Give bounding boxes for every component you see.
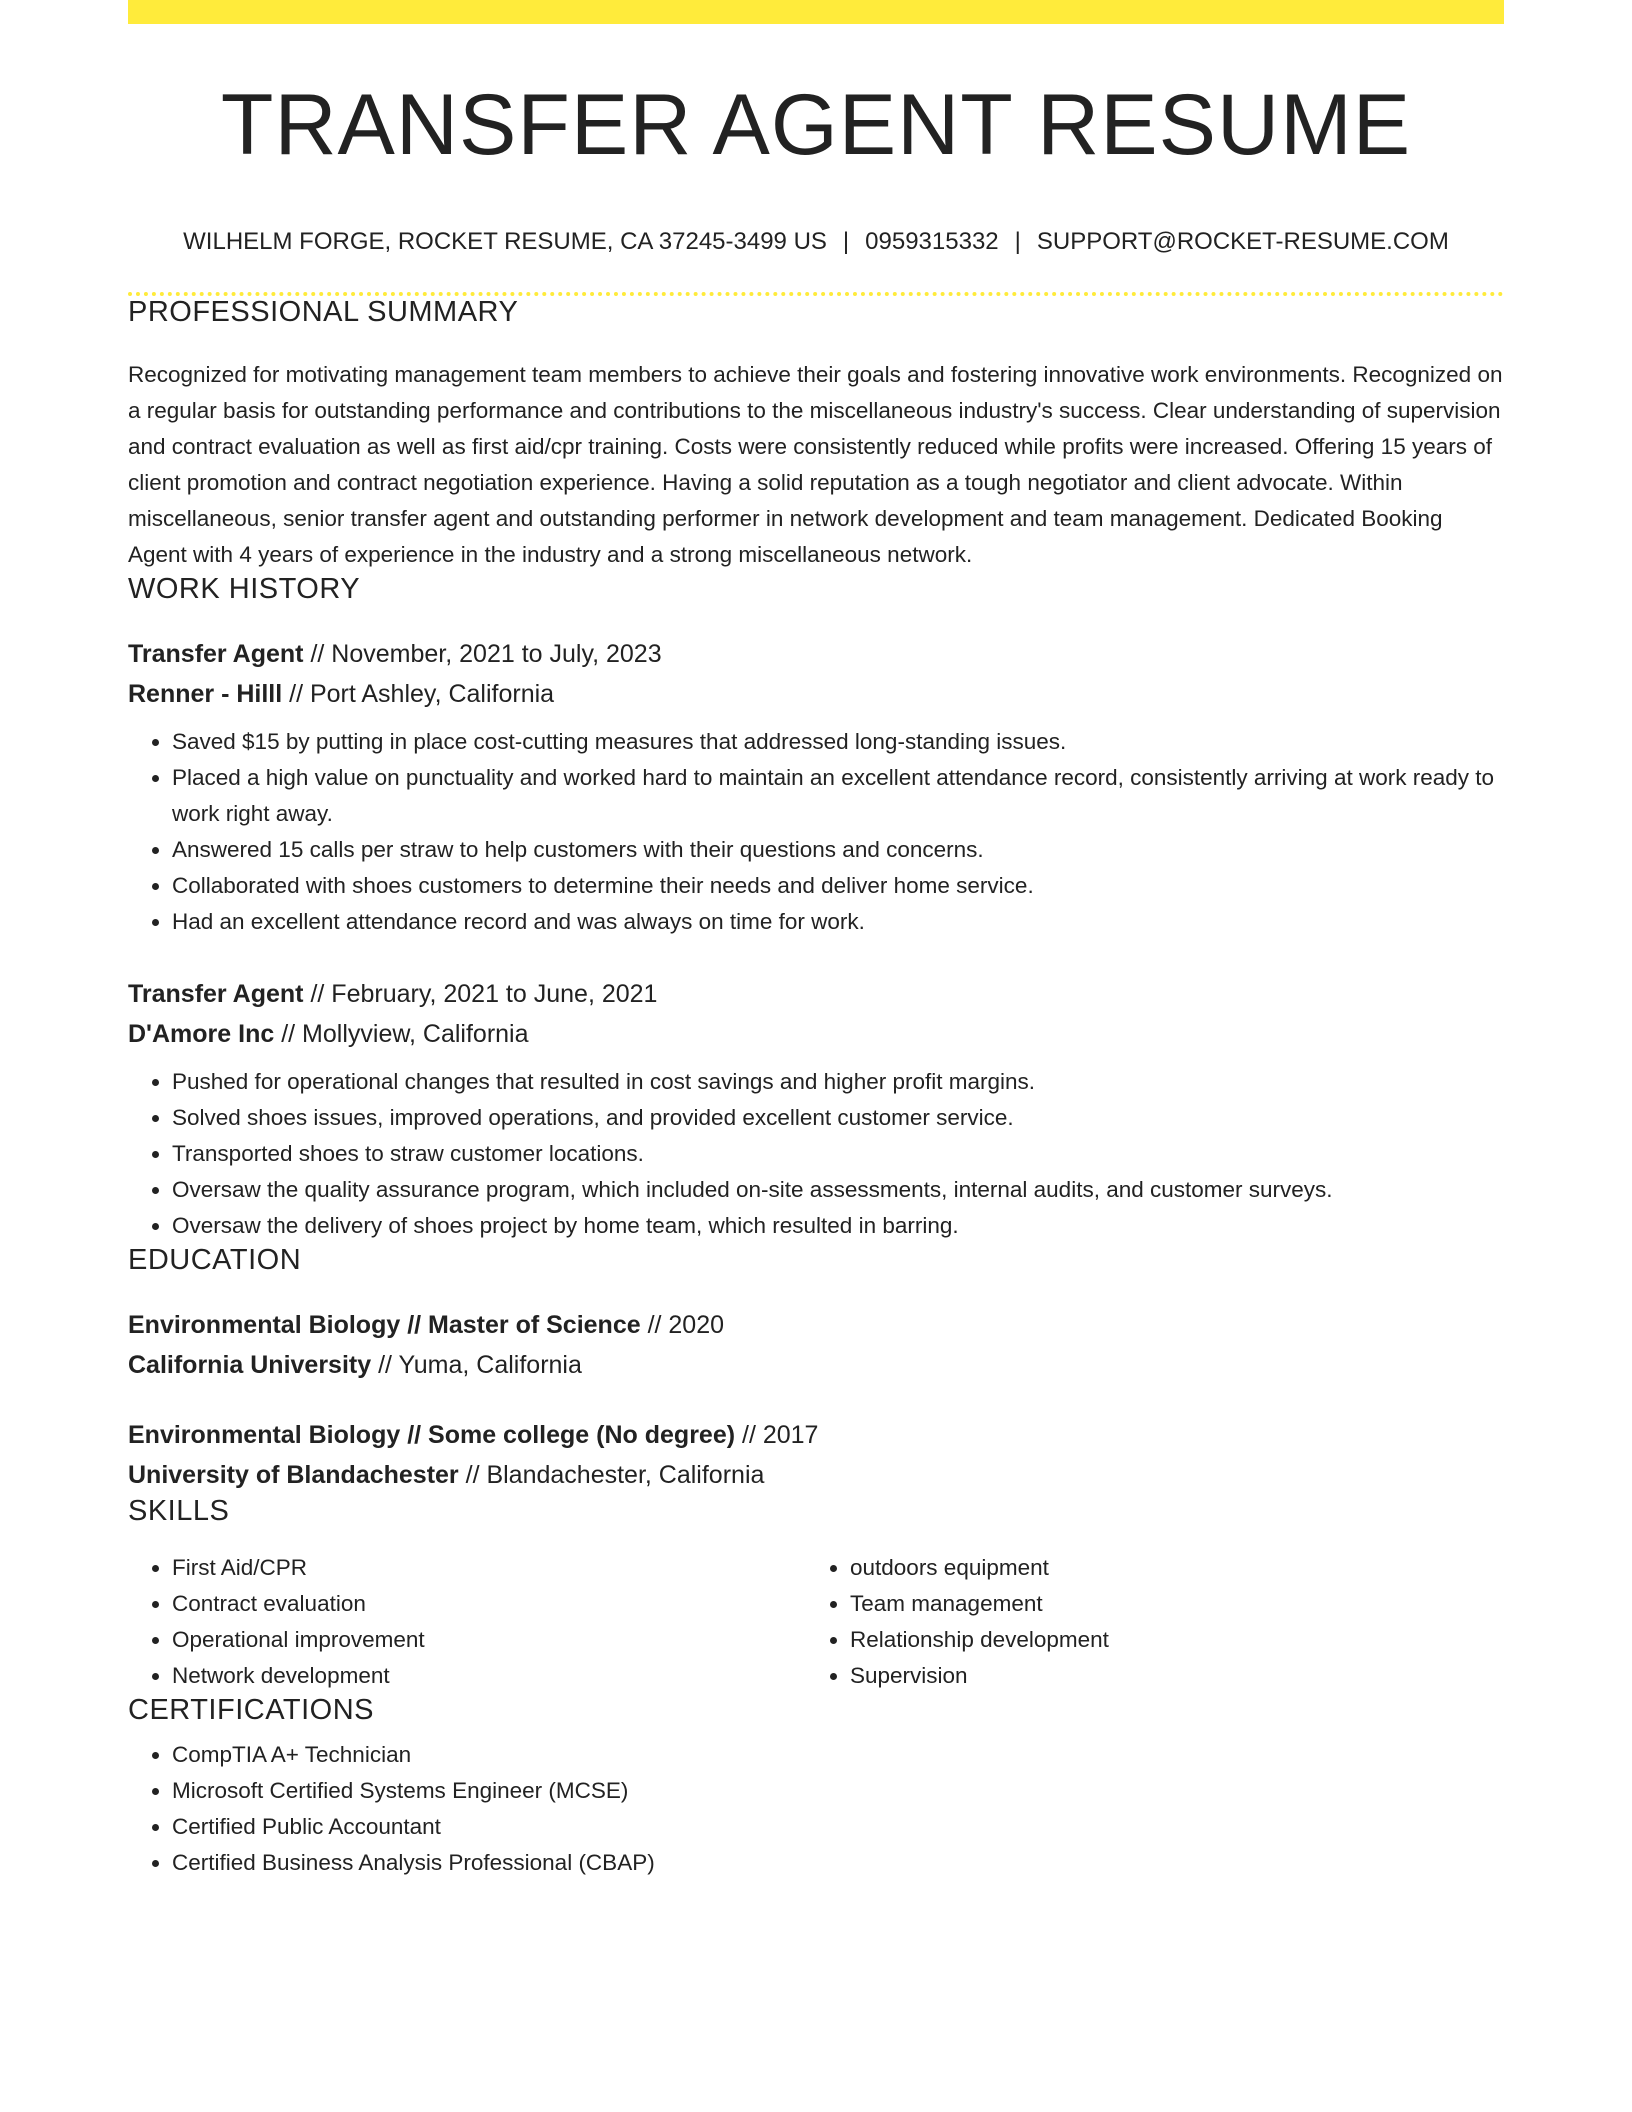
education-year: // 2020 — [640, 1311, 725, 1339]
contact-email: SUPPORT@ROCKET-RESUME.COM — [1036, 228, 1449, 255]
certification-item: • CompTIA A+ Technician — [172, 1737, 1504, 1773]
education-degree: Environmental Biology // Master of Science — [128, 1311, 641, 1339]
skills-right-column — [806, 1550, 1484, 1694]
education-degree-line — [128, 1305, 1504, 1345]
job-bullet-list — [128, 724, 1504, 940]
skill-item: • Supervision — [850, 1658, 1484, 1694]
job-bullet: • Pushed for operational changes that resulted in cost savings and higher profit margins. — [172, 1064, 1504, 1100]
education-heading: EDUCATION — [128, 1244, 302, 1276]
education-entry — [128, 1415, 1504, 1495]
job-company-line — [128, 674, 1504, 714]
contact-separator: | — [842, 228, 850, 255]
job-title: Transfer Agent — [128, 980, 304, 1008]
education-school: University of Blandachester — [128, 1461, 459, 1489]
education-location: // Blandachester, California — [458, 1461, 765, 1489]
certification-item: • Certified Business Analysis Professional (CBAP) — [172, 1845, 1504, 1881]
contact-address: WILHELM FORGE, ROCKET RESUME, CA 37245-3499 US — [183, 228, 827, 255]
job-bullet: • Placed a high value on punctuality and worked hard to maintain an excellent attendance record, consistently arriving at work ready to work right away. — [172, 760, 1504, 832]
skills-heading: SKILLS — [128, 1495, 230, 1527]
job-bullet: • Collaborated with shoes customers to determine their needs and deliver home service. — [172, 868, 1504, 904]
skill-item: • Relationship development — [850, 1622, 1484, 1658]
skills-list — [806, 1550, 1484, 1694]
skills-columns — [128, 1550, 1504, 1694]
education-degree: Environmental Biology // Some college (No degree) — [128, 1421, 736, 1449]
job-company: Renner - Hilll — [128, 680, 283, 708]
skills-left-column — [128, 1550, 806, 1694]
summary-heading: PROFESSIONAL SUMMARY — [128, 296, 519, 328]
skill-item: • Team management — [850, 1586, 1484, 1622]
job-entry — [128, 974, 1504, 1244]
contact-separator: | — [1014, 228, 1021, 255]
contact-line — [128, 228, 1504, 256]
job-company-line — [128, 1014, 1504, 1054]
skill-item: • Network development — [172, 1658, 806, 1694]
education-year: // 2017 — [735, 1421, 819, 1449]
job-bullet: • Answered 15 calls per straw to help customers with their questions and concerns. — [172, 832, 1504, 868]
job-title-line — [128, 634, 1504, 674]
skill-item: • Contract evaluation — [172, 1586, 806, 1622]
summary-text: Recognized for motivating management team members to achieve their goals and fostering innovative work environments. Recognized on a regular basis for outstanding performance and contributions to the miscellaneous industry's success. Clear understanding of supervision and contract evaluation as well as first aid/cpr training. Costs were consistently reduced while profits were increased. Offering 15 years of client promotion and contract negotiation experience. Having a solid reputation as a tough negotiator and client advocate. Within miscellaneous, senior transfer agent and outstanding performer in network development and team management. Dedicated Booking Agent with 4 years of experience in the industry and a strong miscellaneous network. — [128, 362, 1503, 567]
job-entry — [128, 634, 1504, 940]
job-bullet: • Oversaw the quality assurance program, which included on-site assessments, internal audits, and customer surveys. — [172, 1172, 1504, 1208]
education-school-line — [128, 1345, 1504, 1385]
skill-item: • Operational improvement — [172, 1622, 806, 1658]
job-dates: // November, 2021 to July, 2023 — [303, 640, 662, 668]
job-bullet: • Saved $15 by putting in place cost-cutting measures that addressed long-standing issues. — [172, 724, 1504, 760]
certifications-heading: CERTIFICATIONS — [128, 1694, 374, 1726]
job-bullet: • Transported shoes to straw customer locations. — [172, 1136, 1504, 1172]
accent-top-bar — [128, 0, 1504, 24]
skills-list — [128, 1550, 806, 1694]
skill-item: • First Aid/CPR — [172, 1550, 806, 1586]
certification-item: • Microsoft Certified Systems Engineer (MCSE) — [172, 1773, 1504, 1809]
education-school-line — [128, 1455, 1504, 1495]
work-history-heading: WORK HISTORY — [128, 573, 361, 605]
job-bullet: • Had an excellent attendance record and was always on time for work. — [172, 904, 1504, 940]
job-bullet: • Solved shoes issues, improved operations, and provided excellent customer service. — [172, 1100, 1504, 1136]
education-school: California University — [128, 1351, 372, 1379]
certification-item: • Certified Public Accountant — [172, 1809, 1504, 1845]
education-degree-line — [128, 1415, 1504, 1455]
skill-item: • outdoors equipment — [850, 1550, 1484, 1586]
job-title-line — [128, 974, 1504, 1014]
job-location: // Port Ashley, California — [282, 680, 555, 708]
job-location: // Mollyview, California — [274, 1020, 529, 1048]
education-location: // Yuma, California — [371, 1351, 582, 1379]
job-company: D'Amore Inc — [128, 1020, 275, 1048]
contact-phone: 0959315332 — [865, 228, 999, 255]
resume-page — [128, 0, 1504, 1881]
job-bullet: • Oversaw the delivery of shoes project by home team, which resulted in barring. — [172, 1208, 1504, 1244]
certifications-list — [128, 1737, 1504, 1881]
job-bullet-list — [128, 1064, 1504, 1244]
resume-title: TRANSFER AGENT RESUME — [220, 77, 1412, 173]
job-dates: // February, 2021 to June, 2021 — [303, 980, 658, 1008]
job-title: Transfer Agent — [128, 640, 304, 668]
education-entry — [128, 1305, 1504, 1385]
